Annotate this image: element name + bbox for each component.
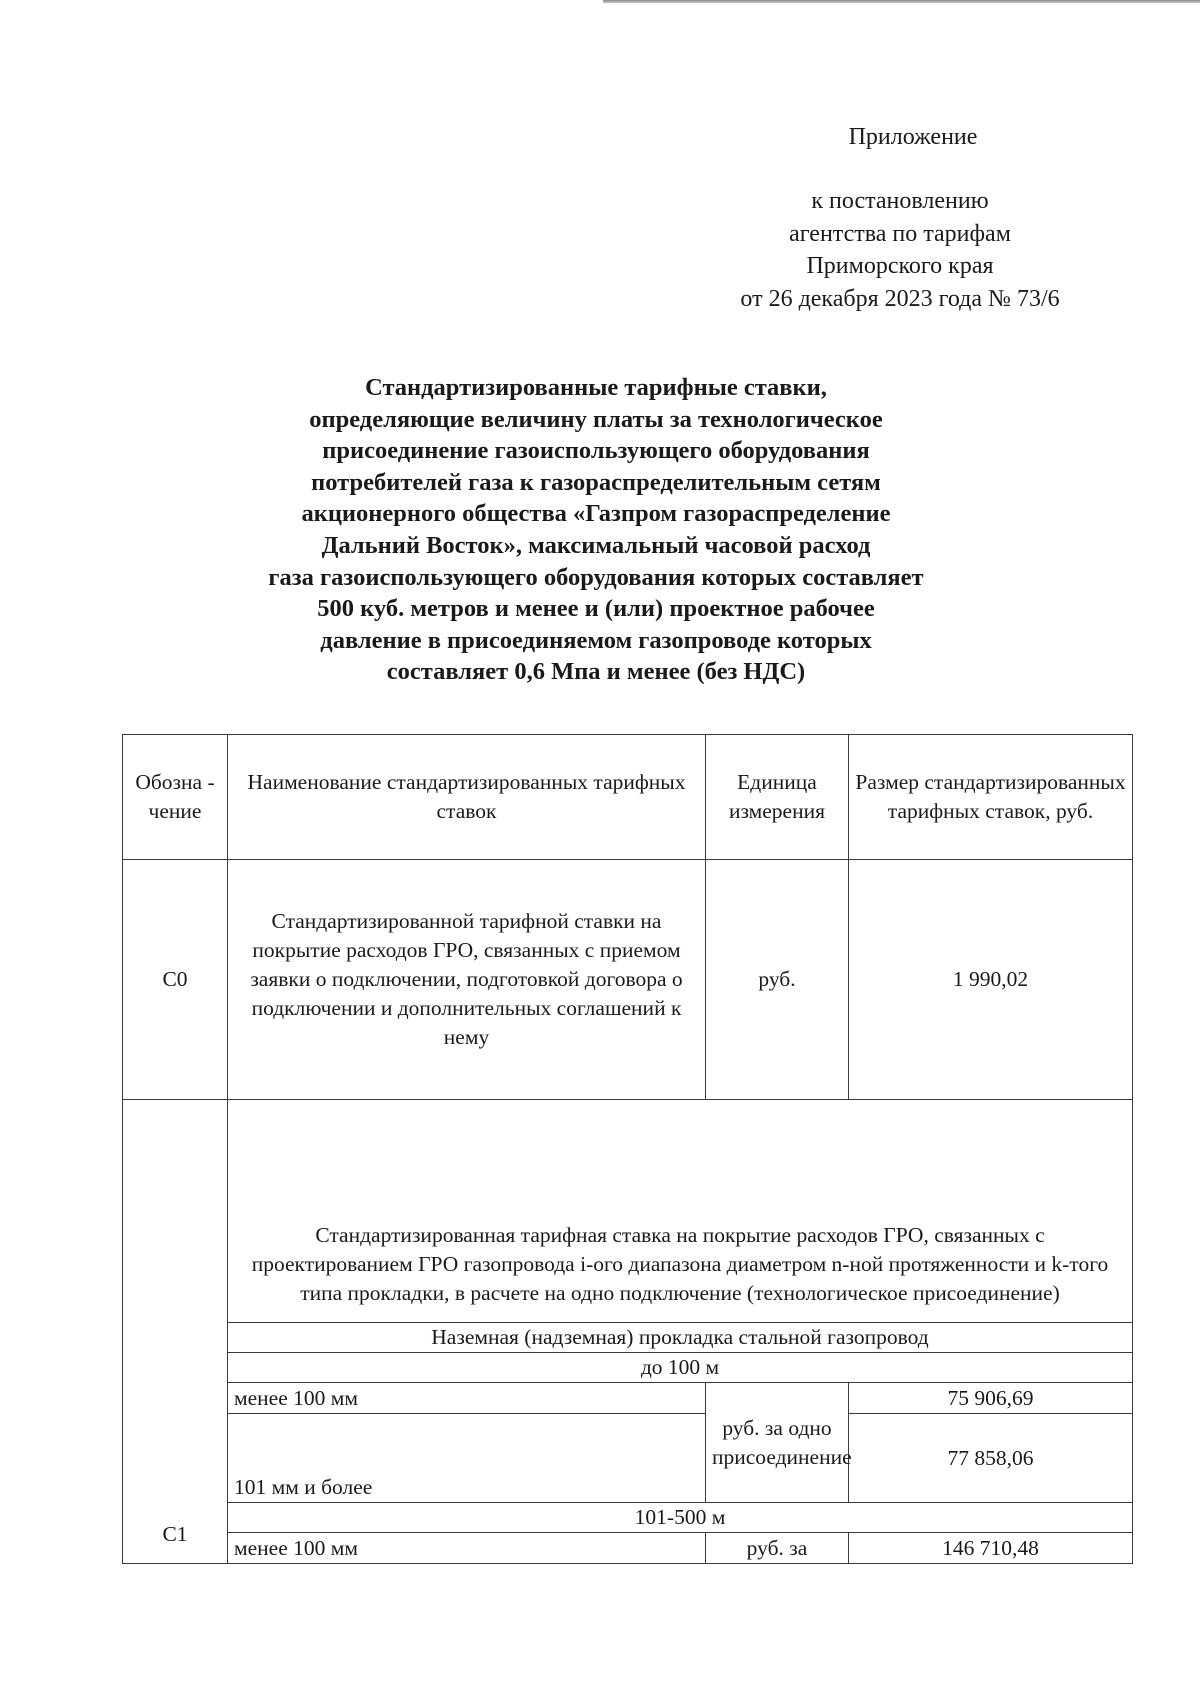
table-row — [123, 1383, 1133, 1414]
header-unit: Единица измерения — [706, 735, 849, 860]
appendix-reference — [700, 185, 1100, 315]
table-row-length-band — [123, 1353, 1133, 1383]
table-row-laying-type — [123, 1323, 1133, 1353]
title-line: давление в присоединяемом газопроводе которых — [320, 626, 872, 654]
title-line: 500 куб. метров и менее и (или) проектное рабочее — [317, 595, 875, 623]
cell-value: 146 710,48 — [849, 1533, 1133, 1564]
appendix-line: агентства по тарифам — [789, 220, 1011, 247]
cell-value: 1 990,02 — [849, 860, 1133, 1100]
title-line: составляет 0,6 Мпа и менее (без НДС) — [386, 658, 806, 686]
title-line: Дальний Восток», максимальный часовой расход — [321, 531, 871, 559]
cell-diameter: менее 100 мм — [228, 1383, 706, 1414]
scan-edge-shadow — [603, 0, 1200, 3]
cell-laying-type: Наземная (надземная) прокладка стальной газопровод — [228, 1323, 1133, 1353]
appendix-line: от 26 декабря 2023 года № 73/6 — [740, 285, 1060, 312]
title-line: газа газоиспользующего оборудования которых составляет — [268, 563, 924, 591]
cell-value: 77 858,06 — [849, 1414, 1133, 1503]
table-row — [123, 1533, 1133, 1564]
document-title — [196, 372, 996, 688]
title-line: Стандартизированные тарифные ставки, — [365, 374, 827, 401]
header-designation: Обозна - чение — [123, 735, 228, 860]
cell-unit: руб. — [706, 860, 849, 1100]
cell-unit: руб. за одно присоединение — [706, 1383, 849, 1503]
tariff-table — [122, 734, 1133, 1564]
cell-length-band: 101-500 м — [228, 1503, 1133, 1533]
title-line: акционерного общества «Газпром газораспределение — [301, 500, 891, 528]
title-line: определяющие величину платы за технологическое — [309, 405, 883, 433]
table-row-length-band — [123, 1503, 1133, 1533]
title-line: потребителей газа к газораспределительным сетям — [311, 468, 881, 496]
title-line: присоединение газоиспользующего оборудования — [322, 437, 870, 465]
cell-unit: руб. за — [706, 1533, 849, 1564]
appendix-label: Приложение — [848, 124, 978, 150]
cell-name: Стандартизированной тарифной ставки на покрытие расходов ГРО, связанных с приемом заявки о подключении, подготовкой договора о подключении и дополнительных соглашений к нему — [228, 860, 706, 1100]
header-size: Размер стандартизированных тарифных ставок, руб. — [849, 735, 1133, 860]
table-row-c1-description — [123, 1100, 1133, 1323]
cell-code: С1 — [123, 1100, 228, 1564]
cell-diameter: менее 100 мм — [228, 1533, 706, 1564]
cell-description: Стандартизированная тарифная ставка на покрытие расходов ГРО, связанных с проектированием ГРО газопровода i-ого диапазона диаметром n-ной протяженности и k-того типа прокладки, в расчете на одно подключение (технологическое присоединение) — [228, 1100, 1133, 1323]
table-row-c0 — [123, 860, 1133, 1100]
appendix-line: к постановлению — [811, 188, 989, 214]
cell-length-band: до 100 м — [228, 1353, 1133, 1383]
appendix-line: Приморского края — [806, 253, 994, 279]
header-name: Наименование стандартизированных тарифных ставок — [228, 735, 706, 860]
cell-diameter: 101 мм и более — [228, 1414, 706, 1503]
cell-code: С0 — [123, 860, 228, 1100]
cell-value: 75 906,69 — [849, 1383, 1133, 1414]
table-row — [123, 1414, 1133, 1503]
table-header-row — [123, 735, 1133, 860]
